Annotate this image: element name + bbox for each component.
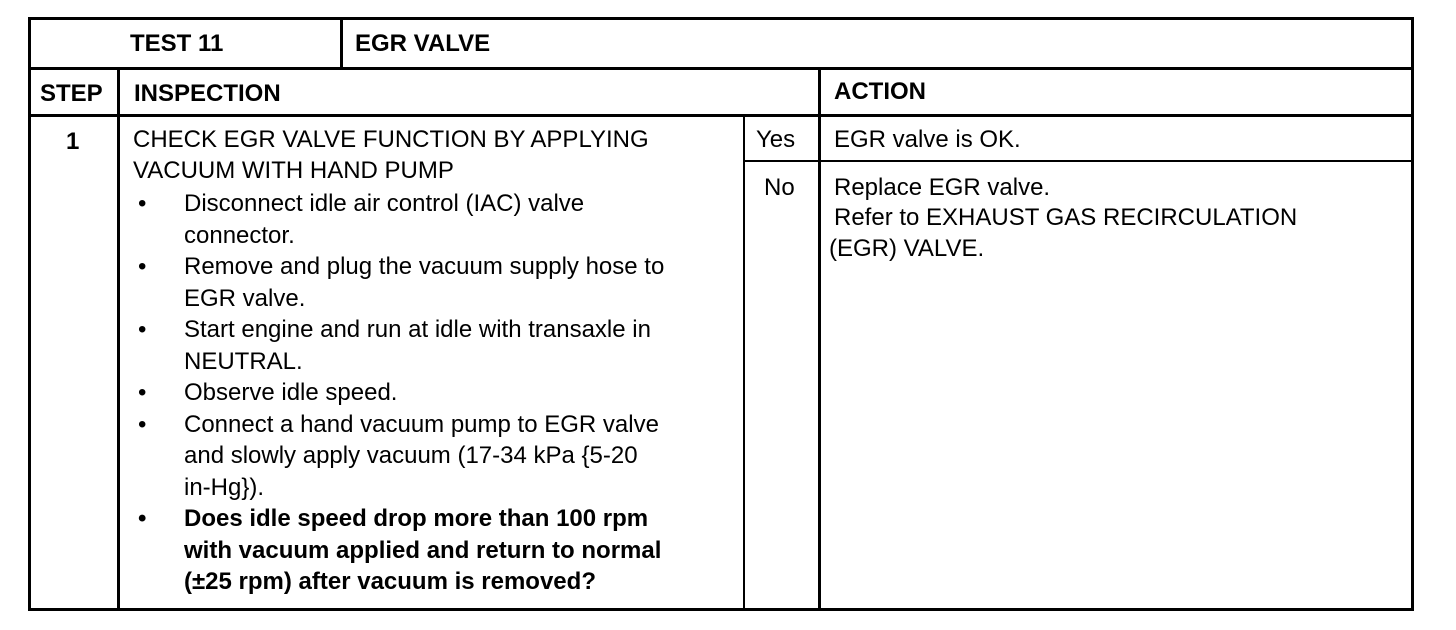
inspection-steps <box>130 188 740 598</box>
column-header-action: ACTION <box>834 78 926 105</box>
divider-title-cells <box>340 17 343 69</box>
yes-label: Yes <box>756 126 796 153</box>
step-line: connector. <box>184 221 295 249</box>
inspection-question <box>130 503 740 598</box>
inspection-step <box>130 188 740 251</box>
test-label: TEST 11 <box>130 30 224 57</box>
divider-step-col <box>117 67 120 611</box>
step-line: Disconnect idle air control (IAC) valve <box>184 190 585 217</box>
step-line: EGR valve. <box>184 284 306 312</box>
inspection-step <box>130 377 740 409</box>
column-header-step: STEP <box>40 80 103 107</box>
question-line: with vacuum applied and return to normal <box>184 536 662 564</box>
inspection-step <box>130 409 740 504</box>
step-line: NEUTRAL. <box>184 347 303 375</box>
divider-action-col <box>818 67 821 611</box>
inspection-step <box>130 314 740 377</box>
step-line: Start engine and run at idle with transaxle in <box>184 316 651 343</box>
no-action-line-3: (EGR) VALVE. <box>829 235 985 262</box>
bullet-icon: • <box>138 379 147 406</box>
test-title: EGR VALVE <box>355 30 491 57</box>
divider-under-header <box>28 114 1414 117</box>
step-line: and slowly apply vacuum (17-34 kPa {5-20 <box>184 442 638 469</box>
divider-yes-no <box>744 160 1414 162</box>
step-line: in-Hg}). <box>184 473 265 501</box>
no-label: No <box>764 174 795 201</box>
inspection-title-line-1: CHECK EGR VALVE FUNCTION BY APPLYING <box>133 126 649 153</box>
step-line: Remove and plug the vacuum supply hose to <box>184 253 665 280</box>
column-header-inspection: INSPECTION <box>134 80 281 107</box>
divider-yesno-col <box>743 114 745 611</box>
no-action-line-2: Refer to EXHAUST GAS RECIRCULATION <box>834 204 1298 231</box>
bullet-icon: • <box>138 316 147 343</box>
step-line: Connect a hand vacuum pump to EGR valve <box>184 410 659 438</box>
inspection-step <box>130 251 740 314</box>
divider-under-title <box>28 67 1414 70</box>
no-action-line-1: Replace EGR valve. <box>834 174 1051 201</box>
inspection-title-line-2: VACUUM WITH HAND PUMP <box>133 157 454 184</box>
yes-action: EGR valve is OK. <box>834 126 1021 153</box>
bullet-icon: • <box>138 253 147 280</box>
question-line: (±25 rpm) after vacuum is removed? <box>184 568 596 595</box>
bullet-icon: • <box>138 410 147 438</box>
step-number: 1 <box>66 128 80 155</box>
question-line: Does idle speed drop more than 100 rpm <box>184 505 649 532</box>
bullet-icon: • <box>138 505 147 532</box>
step-line: Observe idle speed. <box>184 379 398 406</box>
bullet-icon: • <box>138 190 147 217</box>
